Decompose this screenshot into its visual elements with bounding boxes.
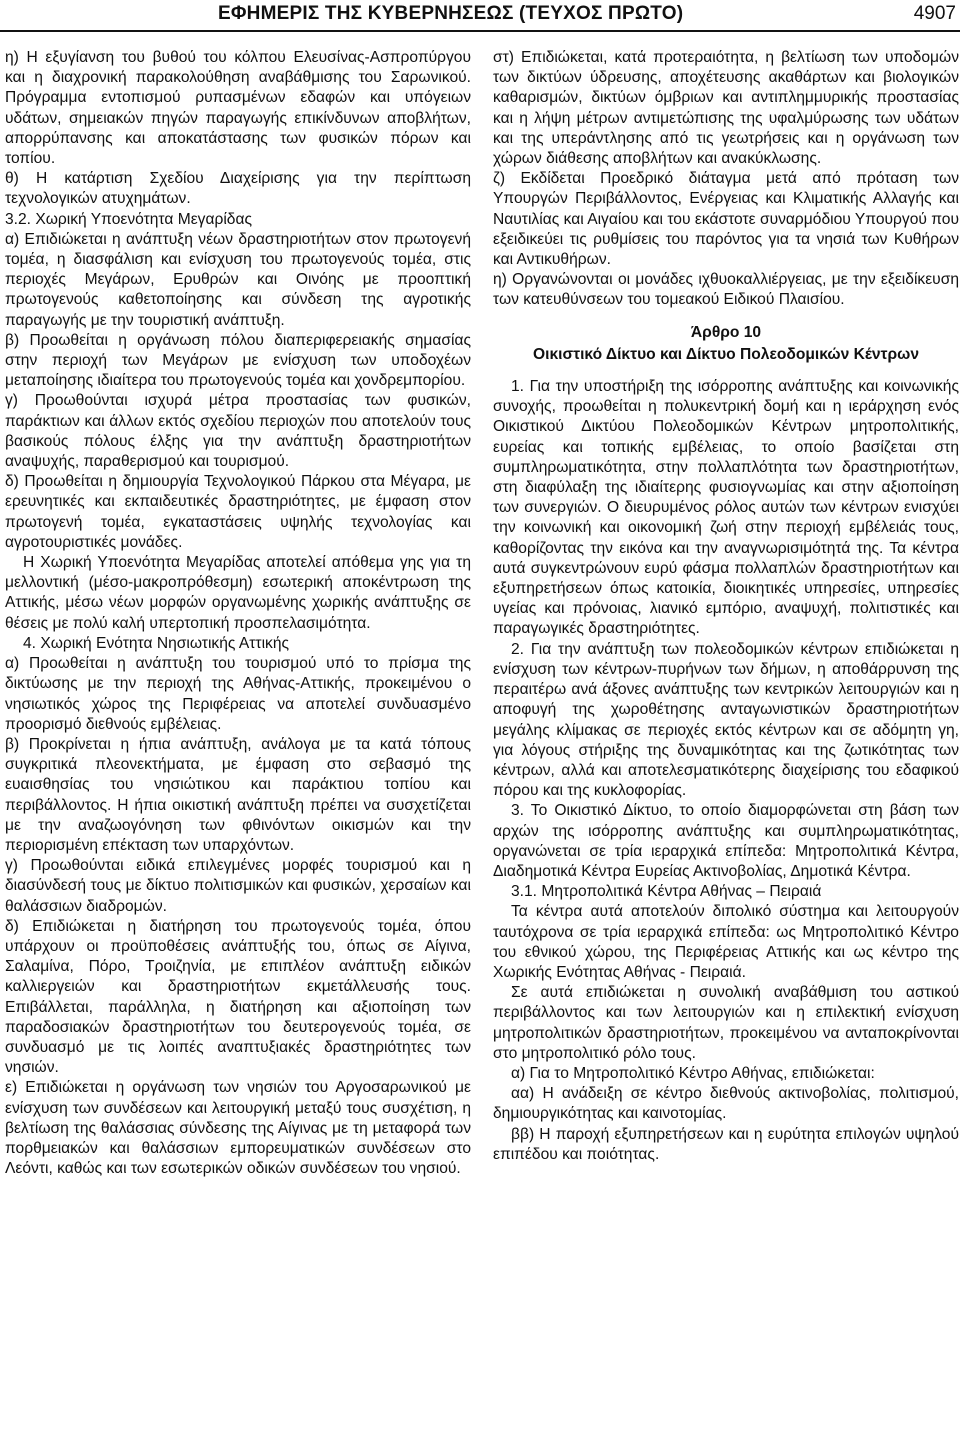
section-heading: 3.2. Χωρική Υποενότητα Μεγαρίδας — [5, 210, 253, 228]
article-title: Άρθρο 10 — [690, 323, 762, 341]
paragraph: 3. Το Οικιστικό Δίκτυο, το οποίο διαμορφώνεται στη βάση των αρχών της ισόρροπης ανάπτυξης και συμπληρωματικότητας, οργανώνεται σε τρία ιεραρχικά επίπεδα: Μητροπολιτικά Κέντρα, Διαδημοτικά Κέντρα Ευρείας Ακτινοβολίας, Δημοτικά Κέντρα. — [493, 802, 959, 880]
header-divider — [0, 30, 960, 32]
paragraph: γ) Προωθούνται ισχυρά μέτρα προστασίας των φυσικών, παράκτιων και άλλων εκτός σχεδίου περιοχών που αποτελούν τους βασικούς πόλους έλξης για την ανάπτυξη δραστηριοτήτων αναψυχής, παραθερισμού και τουρισμού. — [5, 392, 471, 471]
paragraph: ε) Επιδιώκεται η οργάνωση των νησιών του Αργοσαρωνικού με ενίσχυση των συνδέσεων και λειτουργική μεταξύ τους συσχέτιση, η βελτίωση της θαλάσσιας σύνδεσης της Αίγινας με τη μεταφορά των πορθμειακών και θαλάσσιων εμπορευματικών συνδέσεων στο Λεόντι, καθώς και των εσωτερικών οδικών συνδέσεων του νησιού. — [5, 1079, 471, 1178]
paragraph: γ) Προωθούνται ειδικά επιλεγμένες μορφές τουρισμού και η διασύνδεσή τους με δίκτυο πολιτισμικών και φυσικών, χερσαίων και θαλάσσιων διαδρομών. — [5, 857, 471, 915]
paragraph: α) Επιδιώκεται η ανάπτυξη νέων δραστηριοτήτων στον πρωτογενή τομέα, η διασφάλιση και ενίσχυση του πρωτογενούς τομέα, στις περιοχές Μεγάρων, Ερυθρών και Οινόης με προοπτική πρωτογενούς καθετοποίησης και σύνδεση της αγροτικής παραγωγής με την τουριστική ανάπτυξη. — [5, 230, 471, 329]
paragraph: δ) Προωθείται η δημιουργία Τεχνολογικού Πάρκου στα Μέγαρα, με ερευνητικές και εκπαιδευτικές δραστηριότητες, με έμφαση στον πρωτογενή τομέα, εγκαταστάσεις υψηλής τεχνολογίας και αγροτουριστικές μονάδες. — [5, 473, 471, 551]
right-column — [493, 48, 959, 1165]
paragraph: ζ) Εκδίδεται Προεδρικό διάταγμα μετά από πρόταση των Υπουργών Περιβάλλοντος, Ενέργειας και Κλιματικής Αλλαγής και Ναυτιλίας και Αιγαίου και του εκάστοτε συναρμόδιου Υπουργού που εξειδικεύει τις ρυθμίσεις του παρόντος για τα νησιά των Κυθήρων και Αντικυθήρων. — [493, 170, 959, 269]
paragraph: 2. Για την ανάπτυξη των πολεοδομικών κέντρων επιδιώκεται η ενίσχυση των κέντρων-πυρήνων των δήμων, η αποθάρρυνση της περαιτέρω ανά άξονες ανάπτυξης των κεντρικών λειτουργιών και η αποφυγή της χωροθέτησης ανταγωνιστικών δραστηριοτήτων μεγάλης κλίμακας σε περιοχές εκτός κέντρων και σε αδόμητη γη, για λόγους στήριξης της δυναμικότητας και της ζωτικότητας των κέντρων, αλλά και αποτελεσματικότερης διαχείρισης του εδαφικού πόρου και της κυκλοφορίας. — [493, 640, 959, 800]
paragraph: β) Προκρίνεται η ήπια ανάπτυξη, ανάλογα με τα κατά τόπους συγκριτικά πλεονεκτήματα, με έμφαση στο σεβασμό της ευαισθησίας του νησιώτικου και παράκτιου τοπίου και περιβάλλοντος. Η ήπια οικιστική ανάπτυξη πρέπει να συσχετίζεται με την αναζωογόνηση των φθινόντων οικισμών και την περιορισμένη επέκταση των υπαρχόντων. — [5, 735, 471, 854]
paragraph: στ) Επιδιώκεται, κατά προτεραιότητα, η βελτίωση των υποδομών των δικτύων ύδρευσης, αποχέτευσης ακαθάρτων και βιολογικών καθαρισμών, δικτύων όμβριων και αντιπλημμυρικής προστασίας και η λήψη μέτρων αντιμετώπισης της υφαλμύρωσης των υδάτων και της υπεράντλησης από τις γεωτρήσεις και η οργάνωση των χώρων διάθεσης αποβλήτων και ανακύκλωσης. — [493, 49, 959, 168]
page-header — [0, 0, 960, 30]
left-column — [5, 48, 471, 1179]
paragraph: β) Προωθείται η οργάνωση πόλου διαπεριφερειακής σημασίας στην περιοχή των Μεγάρων με ενίσχυση των υποδοχέων μεταποίησης ιδιαίτερα του πρωτογενούς τομέα και χονδρεμπορίου. — [5, 331, 471, 390]
paragraph: αα) Η ανάδειξη σε κέντρο διεθνούς ακτινοβολίας, πολιτισμού, δημιουργικότητας και καινοτομίας. — [493, 1085, 959, 1123]
paragraph: Σε αυτά επιδιώκεται η συνολική αναβάθμιση του αστικού περιβάλλοντος και των λειτουργιών και η επιλεκτική ενίσχυση μητροπολιτικών δραστηριοτήτων, προκειμένου να ανταποκρίνονται στο μητροπολιτικό ρόλο τους. — [493, 984, 959, 1062]
paragraph: ββ) Η παροχή εξυπηρετήσεων και η ευρύτητα επιλογών υψηλού επιπέδου και ποιότητας. — [493, 1125, 959, 1163]
gazette-title: ΕΦΗΜΕΡΙΣ ΤΗΣ ΚΥΒΕΡΝΗΣΕΩΣ (ΤΕΥΧΟΣ ΠΡΩΤΟ) — [218, 3, 684, 24]
paragraph: Τα κέντρα αυτά αποτελούν διπολικό σύστημα και λειτουργούν ταυτόχρονα σε τρία ιεραρχικά επίπεδα: ως Μητροπολιτικό Κέντρο του εθνικού χώρου, της Περιφέρειας Αττικής και ως κέντρο της Χωρικής Ενότητας Αθήνας - Πειραιά. — [493, 903, 959, 981]
paragraph: 1. Για την υποστήριξη της ισόρροπης ανάπτυξης και κοινωνικής συνοχής, προωθείται η πολυκεντρική δομή και η ιεράρχηση ενός Οικιστικού Δικτύου Πολεοδομικών Κέντρων μητροπολιτικής, ευρείας και τοπικής εμβέλειας, το οποίο βασίζεται στη συμπληρωματικότητα, στην πολλαπλότητα των δραστηριοτήτων, στη διαφύλαξη της ιδιαίτερης φυσιογνωμίας και στην αξιοποίηση των συνεργιών. Ο διευρυμένος ρόλος αυτών των κέντρων ενισχύει την κοινωνική και οικονομική ζωή στην περιοχή εμβέλειάς τους, καθορίζοντας την εικόνα και την αναγνωρισιμότητά της. Τα κέντρα αυτά συγκεντρώνουν ευρύ φάσμα πολλαπλών δραστηριοτήτων και εξυπηρετήσεων όπως κατοικία, διοικητικές υπηρεσίες, υπηρεσίες υγείας και πρόνοιας, λιανικό εμπόριο, αναψυχή, πολιτιστικές και παραγωγικές δραστηριότητες. — [493, 378, 959, 638]
paragraph: δ) Επιδιώκεται η διατήρηση του πρωτογενούς τομέα, όπου υπάρχουν οι προϋποθέσεις ανάπτυξής του, όπως σε Αίγινα, Σαλαμίνα, Πόρο, Τροιζηνία, με επιπλέον ανάπτυξη ειδικών καλλιεργειών και δραστηριοτήτων εκμετάλλευσής τους. Επιβάλλεται, παράλληλα, η διατήρηση και αξιοποίηση των παραδοσιακών δραστηριοτήτων του δευτερογενούς τομέα, σε συνδυασμό με τις λοιπές αναπτυξιακές δραστηριότητες των νησιών. — [5, 917, 471, 1077]
section-heading: 3.1. Μητροπολιτικά Κέντρα Αθήνας – Πειραιά — [511, 883, 822, 901]
page-number: 4907 — [913, 3, 956, 24]
paragraph: η) Η εξυγίανση του βυθού του κόλπου Ελευσίνας-Ασπροπύργου και η διαχρονική παρακολούθηση αναβάθμισης του Σαρωνικού. Πρόγραμμα εντοπισμού ρυπασμένων εδαφών και υπόγειων υδάτων, σημειακών πηγών παραγωγής επικίνδυνων αποβλήτων, απορρύπανσης και αποκατάστασης των φυσικών πόρων και τοπίου. — [5, 49, 471, 168]
paragraph: α) Για το Μητροπολιτικό Κέντρο Αθήνας, επιδιώκεται: — [511, 1064, 875, 1082]
article-subtitle: Οικιστικό Δίκτυο και Δίκτυο Πολεοδομικών Κέντρων — [532, 345, 920, 363]
section-heading: 4. Χωρική Ενότητα Νησιωτικής Αττικής — [23, 634, 290, 652]
paragraph: η) Οργανώνονται οι μονάδες ιχθυοκαλλιέργειας, με την εξειδίκευση των κατευθύνσεων του τομεακού Ειδικού Πλαισίου. — [493, 271, 959, 309]
paragraph: Η Χωρική Υποενότητα Μεγαρίδας αποτελεί απόθεμα γης για τη μελλοντική (μέσο-μακροπρόθεσμη) εσωτερική αποκέντρωση της Αττικής, μέσω νέων μορφών οργανωμένης χωρικής ανάπτυξης σε θέσεις με πολύ καλή υπερτοπική προσπελασιμότητα. — [5, 554, 471, 632]
paragraph: α) Προωθείται η ανάπτυξη του τουρισμού υπό το πρίσμα της δικτύωσης με την περιοχή της Αθήνας-Αττικής, προκειμένου ο νησιωτικός χώρος της Περιφέρειας να αποτελεί συνδυασμένο προορισμό διεθνούς εμβέλειας. — [5, 655, 471, 733]
paragraph: θ) Η κατάρτιση Σχεδίου Διαχείρισης για την περίπτωση τεχνολογικών ατυχημάτων. — [5, 170, 471, 208]
